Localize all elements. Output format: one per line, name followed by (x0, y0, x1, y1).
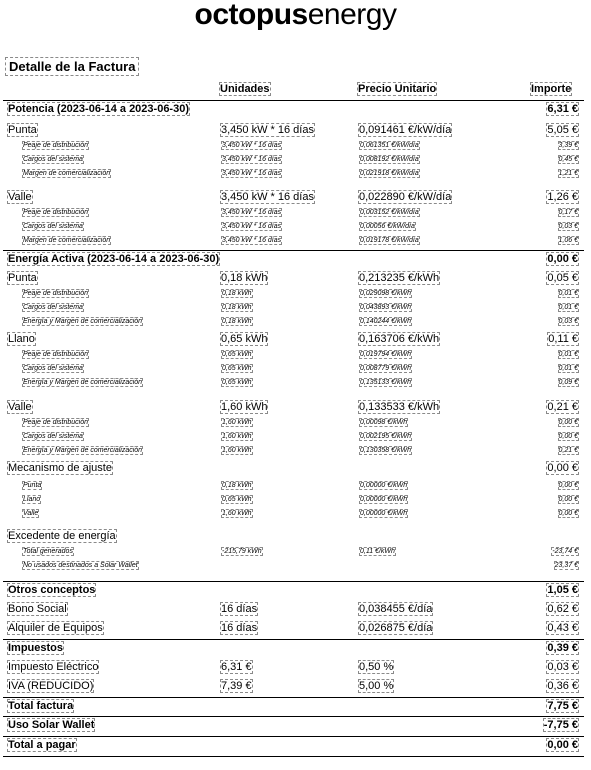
sub-line-amount: 0,21 € (558, 447, 578, 454)
sub-line-label: Energía y Margen de comercialización (23, 447, 143, 454)
sub-line-units: 0,18 kWh (222, 290, 252, 297)
section-total: 0,00 € (547, 253, 578, 265)
sub-line-label: Punta (23, 482, 42, 489)
line-units: 3,450 kW * 16 días (221, 124, 314, 136)
line-label: Mecanismo de ajuste (8, 462, 112, 474)
sub-line-label: Valle (23, 510, 39, 517)
line-label: Punta (8, 272, 37, 284)
sub-line-amount: 0,03 € (558, 318, 578, 325)
sub-line-label: Peaje de distribución (23, 290, 88, 297)
sub-line-amount: 23,37 € (554, 562, 578, 569)
sub-line-amount: 0,03 € (558, 223, 578, 230)
logo-bold-text: octopus (194, 0, 308, 31)
sub-line-units: 0,18 kWh (222, 482, 252, 489)
sub-line-label: Peaje de distribución (23, 209, 88, 216)
sub-line-units: 3,450 kW * 16 días (222, 223, 282, 230)
sub-line-units: 0,65 kWh (222, 365, 252, 372)
header-unit-price: Precio Unitario (358, 83, 437, 95)
header-units: Unidades (220, 83, 270, 95)
sub-line-amount: 0,00 € (558, 510, 578, 517)
sub-line-price: 0,043893 €/kWh (360, 304, 411, 311)
section-total: 0,39 € (547, 642, 578, 654)
octopus-energy-logo (0, 0, 591, 30)
sub-line-amount: 0,01 € (558, 290, 578, 297)
sub-line-units: 1,60 kWh (222, 510, 252, 517)
sub-line-label: No usados destinados a Solar Wallet (23, 562, 138, 569)
total-amount: 7,75 € (547, 700, 578, 712)
sub-line-amount: 3,39 € (558, 142, 578, 149)
line-price: 0,026875 €/día (359, 622, 433, 634)
section-total: 1,05 € (547, 584, 578, 596)
sub-line-label: Cargos del sistema (23, 304, 83, 311)
line-price: 0,50 % (359, 661, 394, 673)
line-units: 0,18 kWh (221, 272, 268, 284)
sub-line-label: Energía y Margen de comercialización (23, 379, 143, 386)
sub-line-amount: 0,01 € (558, 351, 578, 358)
sub-line-units: 3,450 kW * 16 días (222, 237, 282, 244)
sub-line-units: 0,18 kWh (222, 304, 252, 311)
sub-line-units: 1,60 kWh (222, 447, 252, 454)
line-units: 16 días (221, 622, 258, 634)
line-units: 16 días (221, 603, 258, 615)
sub-line-label: Margen de comercialización (23, 170, 111, 177)
sub-line-amount: 0,00 € (558, 433, 578, 440)
line-units: 3,450 kW * 16 días (221, 191, 314, 203)
sub-line-units: 3,450 kW * 16 días (222, 209, 282, 216)
line-amount: 0,00 € (547, 462, 578, 474)
total-label: Uso Solar Wallet (8, 719, 95, 731)
sub-line-price: 0,008779 €/kWh (360, 365, 411, 372)
sub-line-price: 0,140244 €/kWh (360, 318, 411, 325)
line-price: 0,038455 €/día (359, 603, 433, 615)
line-label: Alquiler de Equipos (8, 622, 103, 634)
sub-line-price: 0,00000 €/kWh (360, 482, 408, 489)
total-label: Total factura (8, 700, 74, 712)
sub-line-label: Margen de comercialización (23, 237, 111, 244)
sub-line-price: 0,008192 €/kW/día (360, 156, 419, 163)
sub-line-amount: 0,00 € (558, 419, 578, 426)
sub-line-price: 0,135133 €/kWh (360, 379, 411, 386)
divider (3, 100, 584, 101)
sub-line-label: Energía y Margen de comercialización (23, 318, 143, 325)
sub-line-units: -215,79 kWh (222, 548, 262, 555)
line-amount: 0,21 € (547, 401, 578, 413)
divider (3, 639, 584, 640)
line-label: Impuesto Eléctrico (8, 661, 99, 673)
sub-line-label: Peaje de distribución (23, 419, 88, 426)
line-price: 5,00 % (359, 680, 394, 692)
sub-line-price: 0,00098 €/kWh (360, 419, 408, 426)
section-title: Potencia (2023-06-14 a 2023-06-30) (8, 103, 189, 115)
sub-line-label: Peaje de distribución (23, 351, 88, 358)
line-amount: 0,11 € (548, 333, 578, 345)
total-amount: 0,00 € (547, 739, 578, 751)
divider (3, 697, 584, 698)
sub-line-units: 1,60 kWh (222, 419, 252, 426)
logo-light-text: energy (307, 0, 397, 31)
line-amount: 1,26 € (547, 191, 578, 203)
sub-line-units: 1,60 kWh (222, 433, 252, 440)
line-label: Excedente de energía (8, 530, 116, 542)
invoice-title: Detalle de la Factura (6, 58, 138, 75)
line-label: Valle (8, 401, 32, 413)
sub-line-label: Cargos del sistema (23, 156, 83, 163)
sub-line-amount: 0,00 € (558, 482, 578, 489)
line-amount: 0,62 € (547, 603, 578, 615)
sub-line-amount: -23,74 € (552, 548, 578, 555)
line-amount: 0,43 € (547, 622, 578, 634)
divider (3, 581, 584, 582)
line-units: 7,39 € (221, 680, 252, 692)
sub-line-price: 0,003152 €/kW/día (360, 209, 419, 216)
line-price: 0,133533 €/kWh (359, 401, 440, 413)
line-label: IVA (REDUCIDO) (8, 680, 94, 692)
line-amount: 0,03 € (547, 661, 578, 673)
sub-line-label: Cargos del sistema (23, 433, 83, 440)
sub-line-price: 0,019178 €/kW/día (360, 237, 419, 244)
line-price: 0,163706 €/kWh (359, 333, 440, 345)
sub-line-amount: 0,01 € (558, 365, 578, 372)
line-label: Valle (8, 191, 32, 203)
sub-line-label: Cargos del sistema (23, 365, 83, 372)
line-price: 0,091461 €/kW/día (359, 124, 452, 136)
section-title: Otros conceptos (8, 584, 96, 596)
sub-line-price: 0,029098 €/kWh (360, 290, 411, 297)
sub-line-label: Cargos del sistema (23, 223, 83, 230)
line-amount: 0,05 € (547, 272, 578, 284)
sub-line-label: Peaje de distribución (23, 142, 88, 149)
sub-line-price: 0,019794 €/kWh (360, 351, 411, 358)
sub-line-price: 0,021918 €/kW/día (360, 170, 419, 177)
sub-line-units: 0,18 kWh (222, 318, 252, 325)
header-amount: Importe (531, 83, 572, 95)
sub-line-label: Total generados (23, 548, 73, 555)
sub-line-amount: 0,00 € (558, 496, 578, 503)
sub-line-amount: 0,09 € (558, 379, 578, 386)
sub-line-price: 0,00000 €/kWh (360, 510, 408, 517)
line-price: 0,213235 €/kWh (359, 272, 440, 284)
sub-line-label: Llano (23, 496, 41, 503)
line-units: 1,60 kWh (221, 401, 268, 413)
sub-line-amount: 1,21 € (558, 170, 578, 177)
line-label: Punta (8, 124, 37, 136)
line-units: 6,31 € (221, 661, 252, 673)
sub-line-price: 0,11 €/kWh (360, 548, 395, 555)
sub-line-units: 0,65 kWh (222, 351, 252, 358)
sub-line-amount: 1,06 € (558, 237, 578, 244)
sub-line-price: 0,00056 €/kW/día (360, 223, 415, 230)
sub-line-amount: 0,01 € (558, 304, 578, 311)
sub-line-amount: 0,17 € (558, 209, 578, 216)
line-price: 0,022890 €/kW/día (359, 191, 452, 203)
sub-line-units: 3,450 kW * 16 días (222, 156, 282, 163)
divider (3, 716, 584, 717)
sub-line-price: 0,061351 €/kW/día (360, 142, 419, 149)
sub-line-units: 0,65 kWh (222, 496, 252, 503)
total-label: Total a pagar (8, 739, 76, 751)
total-amount: -7,75 € (543, 719, 578, 731)
sub-line-units: 0,65 kWh (222, 379, 252, 386)
line-amount: 5,05 € (547, 124, 578, 136)
sub-line-amount: 0,45 € (558, 156, 578, 163)
sub-line-units: 3,450 kW * 16 días (222, 170, 282, 177)
divider (3, 756, 584, 757)
sub-line-units: 3,450 kW * 16 días (222, 142, 282, 149)
line-amount: 0,36 € (547, 680, 578, 692)
sub-line-price: 0,00000 €/kWh (360, 496, 408, 503)
sub-line-price: 0,002195 €/kWh (360, 433, 411, 440)
line-label: Bono Social (8, 603, 67, 615)
line-label: Llano (8, 333, 35, 345)
section-title: Impuestos (8, 642, 64, 654)
section-total: 6,31 € (547, 103, 578, 115)
divider (3, 250, 584, 251)
sub-line-price: 0,130358 €/kWh (360, 447, 411, 454)
divider (3, 736, 584, 737)
section-title: Energía Activa (2023-06-14 a 2023-06-30) (8, 253, 220, 265)
line-units: 0,65 kWh (221, 333, 268, 345)
